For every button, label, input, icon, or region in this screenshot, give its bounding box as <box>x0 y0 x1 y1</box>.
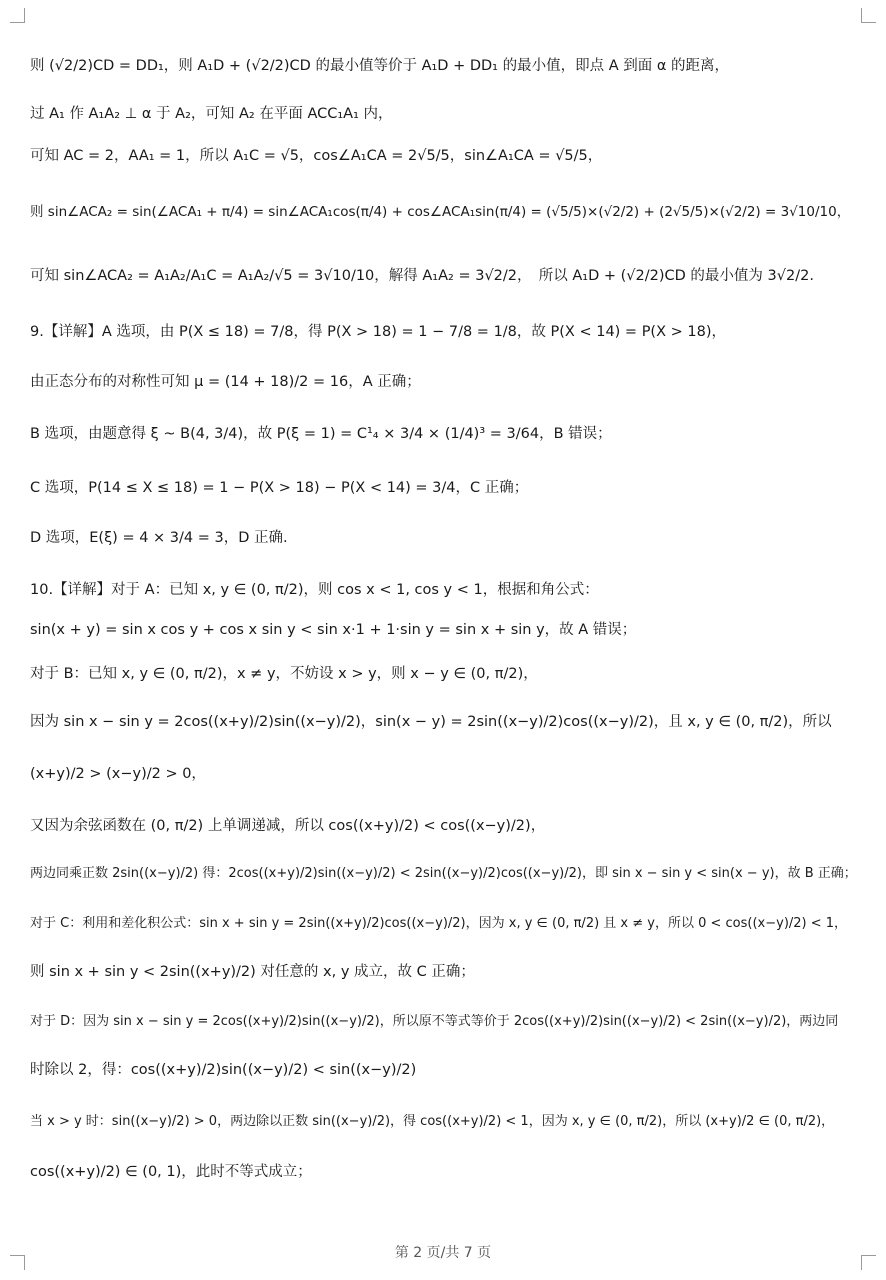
text-line: 当 x > y 时：sin((x−y)/2) > 0，两边除以正数 sin((x−y)/2)，得 cos((x+y)/2) < 1，因为 x, y ∈ (0, π/2)，所以 (x+y)/2 ∈ (0, π/2)， <box>30 1114 835 1129</box>
text-line: 则 (√2/2)CD = DD₁，则 A₁D + (√2/2)CD 的最小值等价于 A₁D + DD₁ 的最小值，即点 A 到面 α 的距离， <box>30 58 729 74</box>
text-line: D 选项，E(ξ) = 4 × 3/4 = 3，D 正确. <box>30 530 288 546</box>
text-line: B 选项，由题意得 ξ ~ B(4, 3/4)，故 P(ξ = 1) = C¹₄ × 3/4 × (1/4)³ = 3/64，B 错误； <box>30 426 612 442</box>
text-line: 两边同乘正数 2sin((x−y)/2) 得：2cos((x+y)/2)sin((x−y)/2) < 2sin((x−y)/2)cos((x−y)/2)，即 sin x − sin y < sin(x − y)，故 B 正确； <box>30 866 857 881</box>
text-line: sin(x + y) = sin x cos y + cos x sin y < sin x·1 + 1·sin y = sin x + sin y，故 A 错误； <box>30 622 637 638</box>
text-line: 10.【详解】对于 A：已知 x, y ∈ (0, π/2)，则 cos x < 1, cos y < 1，根据和角公式： <box>30 582 599 598</box>
text-line: 可知 sin∠ACA₂ = A₁A₂/A₁C = A₁A₂/√5 = 3√10/10，解得 A₁A₂ = 3√2/2， 所以 A₁D + (√2/2)CD 的最小值为 3√2/2. <box>30 268 814 284</box>
text-line: 9.【详解】A 选项，由 P(X ≤ 18) = 7/8，得 P(X > 18) = 1 − 7/8 = 1/8，故 P(X < 14) = P(X > 18)， <box>30 324 726 340</box>
text-line: 时除以 2，得：cos((x+y)/2)sin((x−y)/2) < sin((x−y)/2) <box>30 1062 417 1078</box>
text-line: 对于 C：利用和差化积公式：sin x + sin y = 2sin((x+y)/2)cos((x−y)/2)，因为 x, y ∈ (0, π/2) 且 x ≠ y，所以 0 < cos((x−y)/2) < 1， <box>30 916 848 931</box>
text-line: C 选项，P(14 ≤ X ≤ 18) = 1 − P(X > 18) − P(X < 14) = 3/4，C 正确； <box>30 480 529 496</box>
text-line: 对于 B：已知 x, y ∈ (0, π/2)，x ≠ y，不妨设 x > y，则 x − y ∈ (0, π/2)， <box>30 666 538 682</box>
text-line: (x+y)/2 > (x−y)/2 > 0， <box>30 766 206 782</box>
text-line: 因为 sin x − sin y = 2cos((x+y)/2)sin((x−y)/2)，sin(x − y) = 2sin((x−y)/2)cos((x−y)/2)，且 x, y ∈ (0, π/2)，所以 <box>30 714 832 730</box>
text-line: 则 sin x + sin y < 2sin((x+y)/2) 对任意的 x, y 成立，故 C 正确； <box>30 964 475 980</box>
text-line: 则 sin∠ACA₂ = sin(∠ACA₁ + π/4) = sin∠ACA₁cos(π/4) + cos∠ACA₁sin(π/4) = (√5/5)×(√2/2) + (2√5/5)×(√2/2) = 3√10/10， <box>30 204 851 220</box>
crop-mark-top-right <box>861 8 876 23</box>
text-line: 对于 D：因为 sin x − sin y = 2cos((x+y)/2)sin((x−y)/2)，所以原不等式等价于 2cos((x+y)/2)sin((x−y)/2) < 2sin((x−y)/2)，两边同 <box>30 1014 839 1029</box>
text-line: 过 A₁ 作 A₁A₂ ⊥ α 于 A₂，可知 A₂ 在平面 ACC₁A₁ 内， <box>30 106 393 122</box>
page-number: 第 2 页/共 7 页 <box>394 1245 492 1261</box>
text-line: 可知 AC = 2，AA₁ = 1，所以 A₁C = √5，cos∠A₁CA = 2√5/5，sin∠A₁CA = √5/5， <box>30 148 603 164</box>
text-line: 又因为余弦函数在 (0, π/2) 上单调递减，所以 cos((x+y)/2) < cos((x−y)/2)， <box>30 818 546 834</box>
text-line: cos((x+y)/2) ∈ (0, 1)，此时不等式成立； <box>30 1164 312 1180</box>
text-line: 由正态分布的对称性可知 μ = (14 + 18)/2 = 16，A 正确； <box>30 374 421 390</box>
crop-mark-top-left <box>10 8 25 23</box>
